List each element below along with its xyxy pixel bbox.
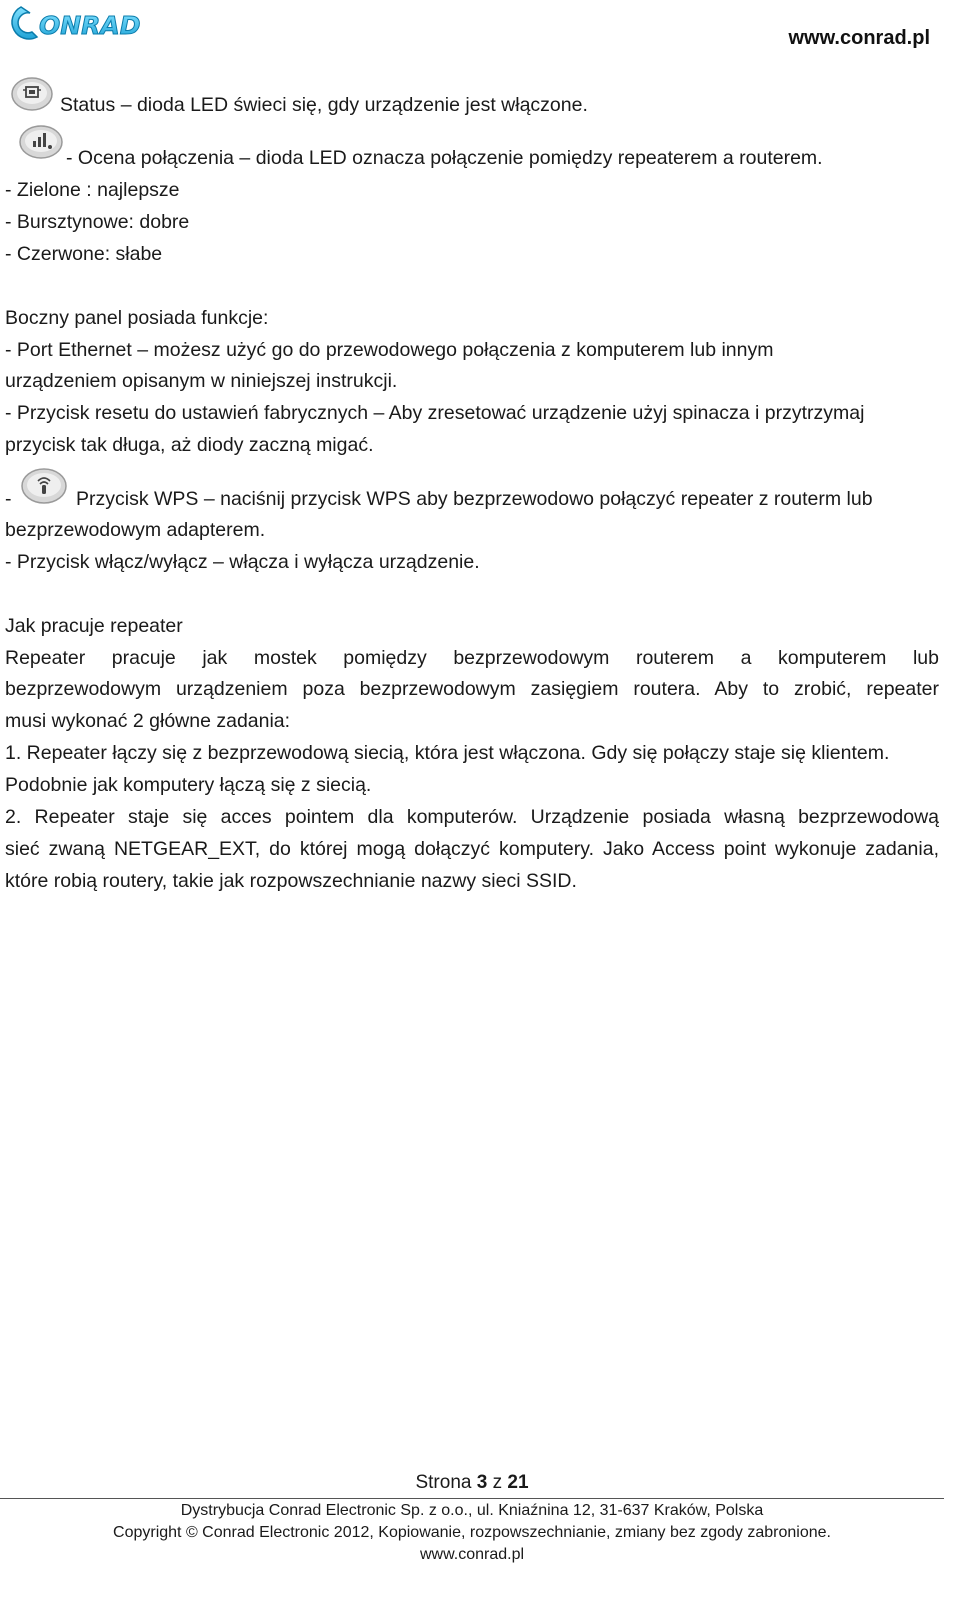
page-sep: z	[492, 1472, 503, 1493]
conrad-logo	[7, 3, 167, 45]
side-panel-title: Boczny panel posiada funkcje:	[5, 307, 269, 329]
footer-divider	[0, 1498, 944, 1499]
task2-line-1: 2. Repeater staje się acces pointem dla komputerów. Urządzenie posiada własną bezprzewodową	[5, 806, 939, 828]
how-line-3: musi wykonać 2 główne zadania:	[5, 710, 291, 732]
red-line: - Czerwone: słabe	[5, 243, 163, 265]
page-number	[0, 1472, 944, 1494]
reset-line-2: przycisk tak długa, aż diody zaczną migać.	[5, 434, 374, 456]
task2-line-2: sieć zwaną NETGEAR_EXT, do której mogą dołączyć komputery. Jako Access point wykonuje zadania,	[5, 838, 939, 860]
footer-copyright: Copyright © Conrad Electronic 2012, Kopiowanie, rozpowszechnianie, zmiany bez zgody zabronione.	[113, 1524, 831, 1541]
connection-rating-led-icon	[18, 124, 64, 160]
page-total: 21	[507, 1472, 529, 1493]
power-line: - Przycisk włącz/wyłącz – włącza i wyłącza urządzenie.	[5, 551, 480, 573]
green-line: - Zielone : najlepsze	[5, 179, 180, 201]
wps-button-icon	[20, 467, 68, 505]
how-line-1: Repeater pracuje jak mostek pomiędzy bezprzewodowym routerem a komputerem lub	[5, 647, 939, 669]
wps-line-1: Przycisk WPS – naciśnij przycisk WPS aby bezprzewodowo połączyć repeater z routerm lub	[76, 488, 873, 510]
page-current: 3	[476, 1472, 488, 1493]
status-led-icon	[10, 76, 54, 112]
page-prefix: Strona	[415, 1472, 472, 1493]
how-title: Jak pracuje repeater	[5, 615, 183, 637]
site-url[interactable]: www.conrad.pl	[788, 27, 930, 49]
status-line: Status – dioda LED świeci się, gdy urządzenie jest włączone.	[60, 94, 588, 116]
wps-line-2: bezprzewodowym adapterem.	[5, 519, 266, 541]
wps-dash: -	[5, 488, 12, 510]
how-line-2: bezprzewodowym urządzeniem poza bezprzewodowym zasięgiem routera. Aby to zrobić, repeater	[5, 678, 939, 700]
task1-line-2: Podobnie jak komputery łączą się z siecią.	[5, 774, 372, 796]
task2-line-3: które robią routery, takie jak rozpowszechnianie nazwy sieci SSID.	[5, 870, 577, 892]
ethernet-line-2: urządzeniem opisanym w niniejszej instrukcji.	[5, 370, 398, 392]
amber-line: - Bursztynowe: dobre	[5, 211, 190, 233]
ethernet-line-1: - Port Ethernet – możesz użyć go do przewodowego połączenia z komputerem lub innym	[5, 339, 774, 361]
footer-url[interactable]: www.conrad.pl	[419, 1546, 525, 1563]
reset-line-1: - Przycisk resetu do ustawień fabrycznych – Aby zresetować urządzenie użyj spinacza i przytrzymaj	[5, 402, 865, 424]
task1-line-1: 1. Repeater łączy się z bezprzewodową siecią, która jest włączona. Gdy się połączy staje się klientem.	[5, 742, 890, 764]
rating-line: - Ocena połączenia – dioda LED oznacza połączenie pomiędzy repeaterem a routerem.	[66, 147, 823, 169]
footer-distribution: Dystrybucja Conrad Electronic Sp. z o.o., ul. Kniaźnina 12, 31-637 Kraków, Polska	[180, 1502, 764, 1519]
svg-text:ONRAD: ONRAD	[39, 11, 141, 40]
